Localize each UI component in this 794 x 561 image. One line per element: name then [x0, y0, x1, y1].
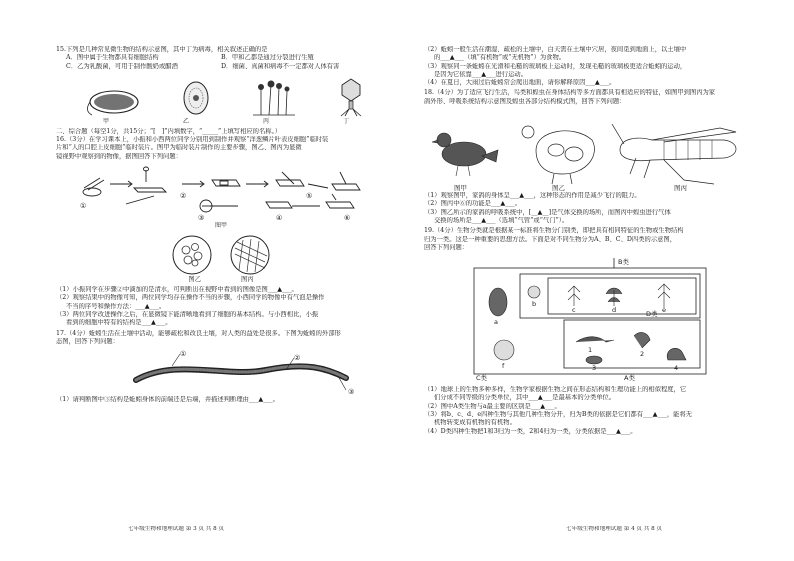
org-f — [494, 340, 514, 360]
q18-answer-3b: 交换的场所是___▲___（选填“气管”或“气门”）。 — [434, 216, 569, 224]
q16-steps-figure — [70, 164, 386, 222]
fig-yi-caption: 图乙 — [188, 275, 201, 283]
q15-option-b: B．甲和乙都是通过分裂进行生殖 — [221, 54, 314, 62]
microscope-view-bing — [229, 234, 271, 276]
page-3-footer: 七年级生物和地理试题 第 3 页 共 8 页 — [128, 526, 225, 532]
step-3-label: ③ — [198, 213, 205, 222]
q18-line2: 鸽外形、呼吸系统结构示意图及蝗虫各部分结构模式图，回答下列问题： — [424, 97, 626, 105]
fig18-jia-caption: 图甲 — [454, 184, 467, 193]
q19-answer-2: （2）图中A类生物与a最主要的区别是___▲___。 — [424, 402, 561, 410]
caption-ding: 丁 — [342, 117, 349, 125]
q15-captions — [66, 118, 386, 126]
q17-answer-3b: 是因为它依靠___▲___进行运动。 — [434, 70, 527, 78]
org-1-label: 1 — [588, 346, 593, 355]
page-4-footer: 七年级生物和地理试题 第 4 页 共 8 页 — [566, 526, 663, 532]
q17-answer-2b: 的___▲___（填“有机物”或“无机物”）为食物。 — [434, 54, 566, 62]
q18-line1: 18.（4分）为了适应飞行生活，鸟类和蝗虫在身体结构等多方面都具有相适应的特征，如图甲到图丙为家 — [424, 89, 716, 97]
org-c — [568, 286, 580, 306]
air-sac-figure — [522, 126, 594, 184]
org-2-label: 2 — [640, 350, 645, 359]
org-4 — [667, 348, 686, 360]
org-4-label: 4 — [674, 364, 679, 373]
step-5-label: ⑤ — [306, 191, 313, 200]
fig-jia-caption: 图甲 — [214, 221, 227, 229]
grasshopper-figure — [612, 124, 736, 184]
q19-line2: 归为一类。这是一种重要的思想方法。下面是对不同生物分为A、B、C、D四类的示意图， — [424, 235, 677, 243]
worm-label-1: ① — [180, 350, 187, 359]
q15-option-d: D．细菌、真菌和病毒不一定都对人体有害 — [221, 62, 340, 70]
step-4-label: ④ — [276, 213, 283, 222]
bacterium-figure — [86, 87, 142, 117]
caption-jia: 甲 — [102, 117, 109, 125]
q17-line2: 态图，回答下列问题： — [56, 337, 119, 345]
q16-line1: 16.（3分）在学习课本上，小振和小西两位同学分别用到制作并观察“洋葱鳞片叶表皮细胞”临时装 — [56, 136, 329, 144]
class-a-box — [564, 320, 700, 368]
q17-answer-2: （2）蚯蚓一般生活在潮湿、疏松的土壤中，白天需在土壤中穴居，夜间觅到地面上，以土壤中 — [424, 46, 687, 53]
caption-yi: 乙 — [182, 117, 189, 125]
org-f-label: f — [502, 362, 505, 371]
yeast-figure — [181, 79, 211, 117]
class-a-label: A类 — [624, 374, 635, 383]
step-2-label: ② — [180, 191, 187, 200]
q16-micro-captions — [56, 276, 386, 284]
q19-answer-1: （1）地球上的生物多种多样，生物学家根据生物之间在形态结构和生理功能上的相似程度，它 — [424, 386, 687, 394]
org-e-label: e — [662, 306, 666, 315]
step-1-label: ① — [80, 201, 87, 210]
worm-label-3: ③ — [348, 388, 355, 397]
q15-options-row1 — [56, 54, 386, 62]
q15-option-c: C．乙为乳酸菌，可用于制作酸奶或醋酒 — [66, 62, 178, 70]
q16-micro-figures — [56, 234, 386, 276]
q15-option-a: A．图中属于生物都具有细胞结构 — [66, 54, 159, 62]
org-e — [658, 284, 670, 308]
org-d-label: d — [612, 306, 617, 315]
q18-figures — [424, 110, 754, 192]
org-c-label: c — [572, 306, 576, 315]
page-4 — [424, 46, 758, 436]
q15-figures — [66, 75, 386, 117]
microscope-view-yi — [171, 234, 213, 276]
q17-answer-3: （3）观察同一条蚯蚓在光滑和毛糙的玻璃板上运动时，发现毛糙的玻璃板更适合蚯蚓的运动， — [424, 62, 687, 70]
mold-figure — [251, 79, 297, 117]
q19-line3: 回答下列问题： — [424, 243, 469, 251]
class-d-box — [520, 274, 700, 318]
slide-preparation-steps — [70, 164, 370, 222]
q18-answer-3: （3）图乙所示的家鸽的呼吸系统中，[__▲__]是气体交换的场所，而图丙中蝗虫进行气体 — [424, 208, 671, 216]
q15-options-row2 — [56, 63, 386, 71]
q16-answer-2b: 不当的序号和操作方法：___▲___。 — [66, 302, 166, 310]
class-c-label: C类 — [476, 374, 488, 383]
org-b-label: b — [532, 300, 537, 309]
class-b-label: B类 — [618, 258, 629, 267]
fig-bing-caption: 图丙 — [241, 275, 254, 283]
q16-answer-2: （2）观察结果中的物像可知，两位同学均存在操作不当的步骤，小西同学的物像中有气泡是操作 — [56, 294, 325, 302]
q16-line2: 片和“人的口腔上皮细胞”临时装片。图甲为临时装片制作的主要步骤，图乙、图丙为显微 — [56, 144, 302, 152]
q17-line1: 17.（4分）蚯蚓生活在土壤中活动，能够疏松和改良土壤，对人类的益处是很多。下图为蚯蚓的外部形 — [56, 329, 341, 337]
step-6-label: ⑥ — [344, 213, 351, 222]
q17-answer-1: （1）请判断图中③结构是蚯蚓身体的前端还是后端，并描述判断理由___▲___。 — [56, 396, 279, 404]
worm-label-2: ② — [294, 354, 301, 363]
q16-answer-3b: 看到的细胞中特有的结构是___▲___。 — [66, 319, 172, 327]
class-d-label: D类 — [646, 310, 658, 319]
org-1 — [576, 337, 614, 342]
org-3 — [586, 356, 602, 364]
q16-answer-1: （1）小振同学在步骤②中滴加的是清水，可判断出在视野中看到的图像是图___▲___。 — [56, 286, 298, 294]
virus-figure — [336, 77, 366, 117]
q17-answer-4: （4）在夏日，大雨过后蚯蚓常会爬出地面，请你解释原因___▲___。 — [424, 79, 616, 87]
org-d — [606, 288, 622, 306]
class-b-box — [548, 278, 696, 314]
q19-line1: 19.（4分）生物分类就是根据某一标准将生物分门别类，即把具有相同特征的生物或生物结构 — [424, 227, 684, 235]
q16-answer-3: （3）两位同学改进操作之后，在显微镜下能清晰地看到了细胞的基本结构。与小西相比，小振 — [56, 311, 319, 319]
q19-answer-4: （4）D类四种生物把1和3归为一类，2和4归为一类，分类依据是___▲___。 — [424, 427, 637, 435]
q19-answer-3b: 机物转变成有机物的有机物。 — [434, 419, 516, 427]
q19-answer-1b: 们分成不同等级的分类单位，其中___▲___是最基本的分类单位。 — [434, 394, 616, 402]
org-a-label: a — [494, 318, 498, 327]
fig18-yi-caption: 图乙 — [552, 184, 565, 193]
q19-answer-3: （3）将b、c、d、e四种生物与其他几种生物分开，归为B类的依据是它们都有___▲___，能将无 — [424, 411, 693, 419]
earthworm-figure — [76, 348, 376, 396]
q16-line3: 镜视野中观察到的物像，据图回答下列问题： — [56, 152, 182, 160]
caption-bing: 丙 — [262, 117, 269, 125]
classification-diagram — [464, 256, 714, 384]
org-b — [528, 286, 540, 298]
fig18-bing-caption: 图丙 — [674, 184, 687, 193]
q18-answer-1: （1）观察图甲，家鸽的身体呈___▲___，这种形态的作用是减少飞行的阻力。 — [424, 192, 641, 200]
org-3-label: 3 — [592, 364, 597, 373]
page-3 — [56, 46, 386, 405]
org-2 — [634, 333, 650, 348]
part2-heading: 二、综合题（每空1分，共15分；“[ ]”内填数字，“_____”上填写相应的名称。） — [56, 127, 282, 135]
q15-stem: 15.下列是几种常见微生物的结构示意图，其中丁为病毒，相关叙述正确的是 — [56, 46, 268, 53]
org-a — [489, 288, 507, 316]
pigeon-figure — [432, 133, 498, 176]
q18-answer-2: （2）图丙中⑥的功能是___▲___。 — [424, 200, 522, 208]
